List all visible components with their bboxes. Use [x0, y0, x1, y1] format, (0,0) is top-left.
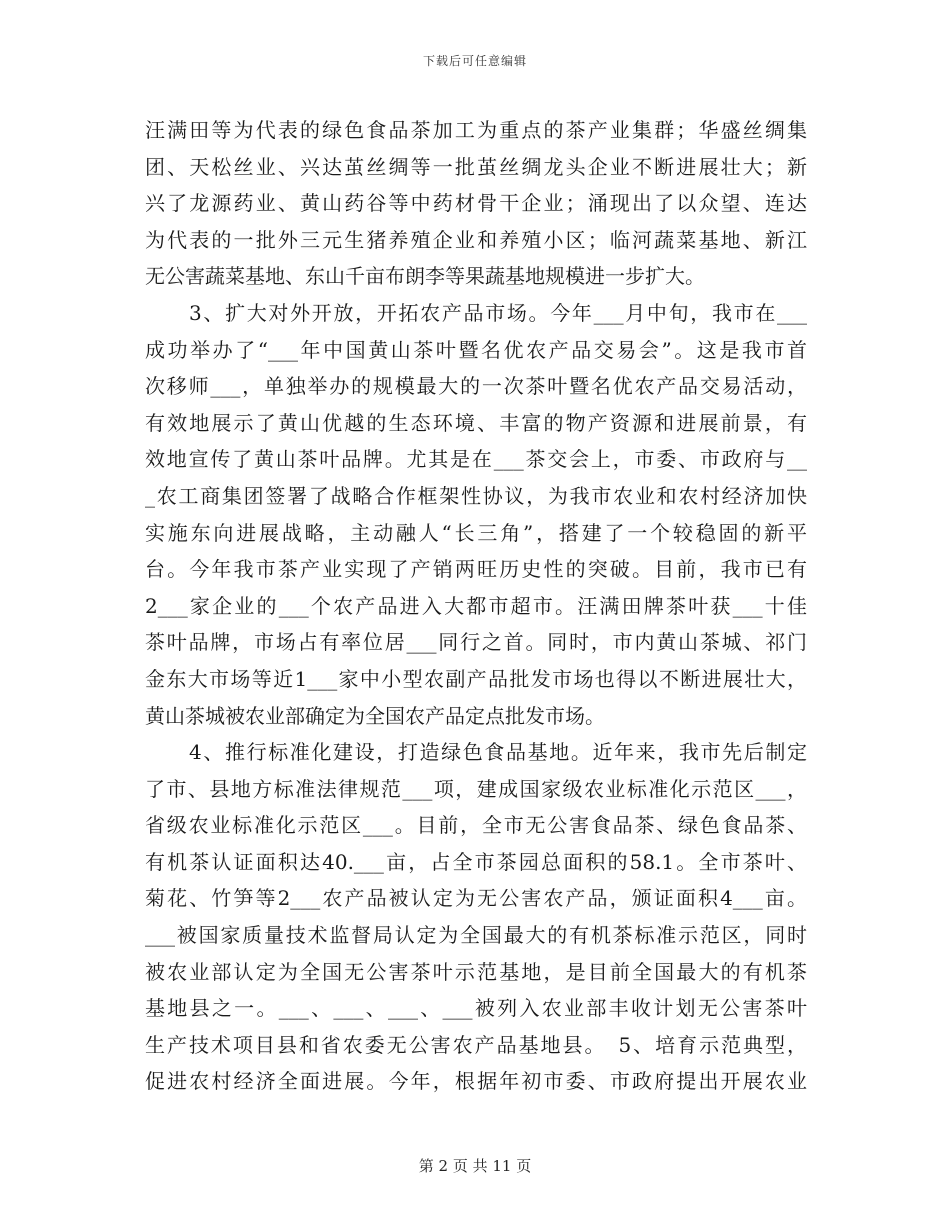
text-line: 无公害蔬菜基地、东山千亩布朗李等果蔬基地规模进一步扩大。 — [145, 264, 705, 289]
text-line: 汪满田等为代表的绿色食品茶加工为重点的茶产业集群；华盛丝绸集 — [145, 118, 807, 142]
text-line: 被农业部认定为全国无公害茶叶示范基地，是目前全国最大的有机茶 — [145, 959, 807, 984]
text-line: 金东大市场等近1___家中小型农副产品批发市场也得以不断进展壮大， — [145, 666, 807, 691]
page-footer: 第 2 页 共 11 页 — [418, 1157, 532, 1175]
text-line: 团、天松丝业、兴达茧丝绸等一批茧丝绸龙头企业不断进展壮大；新 — [145, 154, 807, 179]
text-line: 生产技术项目县和省农委无公害农产品基地县。 5、培育示范典型， — [145, 1032, 807, 1057]
page-header: 下载后可任意编辑 — [422, 54, 527, 68]
text-line: 有效地展示了黄山优越的生态环境、丰富的物产资源和进展前景，有 — [145, 410, 807, 435]
text-line: 省级农业标准化示范区___。目前，全市无公害食品茶、绿色食品茶、 — [145, 813, 807, 838]
text-line: 黄山茶城被农业部确定为全国农产品定点批发市场。 — [145, 703, 605, 728]
text-line: 2___家企业的___个农产品进入大都市超市。汪满田牌茶叶获___十佳 — [145, 593, 807, 618]
text-line: 兴了龙源药业、黄山药谷等中药材骨干企业；涌现出了以众望、连达 — [145, 191, 807, 216]
text-line: ___被国家质量技术监督局认定为全国最大的有机茶标准示范区，同时 — [145, 923, 807, 948]
text-line: 成功举办了“___年中国黄山茶叶暨名优农产品交易会”。这是我市首 — [145, 337, 807, 362]
document-body — [145, 112, 807, 1100]
text-line: 促进农村经济全面进展。今年，根据年初市委、市政府提出开展农业 — [145, 1069, 807, 1094]
text-line: 菊花、竹笋等2___农产品被认定为无公害农产品，颁证面积4___亩。 — [145, 886, 807, 911]
paragraph-first-line: 3、扩大对外开放，开拓农产品市场。今年___月中旬，我市在___ — [189, 300, 807, 325]
paragraph-first-line: 4、推行标准化建设，打造绿色食品基地。近年来，我市先后制定 — [189, 740, 807, 765]
text-line: 次移师___，单独举办的规模最大的一次茶叶暨名优农产品交易活动， — [145, 374, 807, 399]
text-line: 了市、县地方标准法律规范___项，建成国家级农业标准化示范区___， — [145, 776, 807, 801]
text-line: _农工商集团签署了战略合作框架性协议，为我市农业和农村经济加快 — [145, 483, 807, 508]
text-line: 有机茶认证面积达40.___亩，占全市茶园总面积的58.1。全市茶叶、 — [145, 849, 807, 874]
text-line: 基地县之一。___、___、___、___被列入农业部丰收计划无公害茶叶 — [145, 996, 807, 1021]
text-line: 为代表的一批外三元生猪养殖企业和养殖小区；临河蔬菜基地、新江 — [145, 227, 807, 252]
text-line: 台。今年我市茶产业实现了产销两旺历史性的突破。目前，我市已有 — [145, 557, 807, 582]
text-line: 实施东向进展战略，主动融人“长三角”，搭建了一个较稳固的新平 — [145, 520, 807, 545]
text-line: 茶叶品牌，市场占有率位居___同行之首。同时，市内黄山茶城、祁门 — [145, 630, 807, 655]
text-line: 效地宣传了黄山茶叶品牌。尤其是在___茶交会上，市委、市政府与__ — [145, 447, 807, 472]
